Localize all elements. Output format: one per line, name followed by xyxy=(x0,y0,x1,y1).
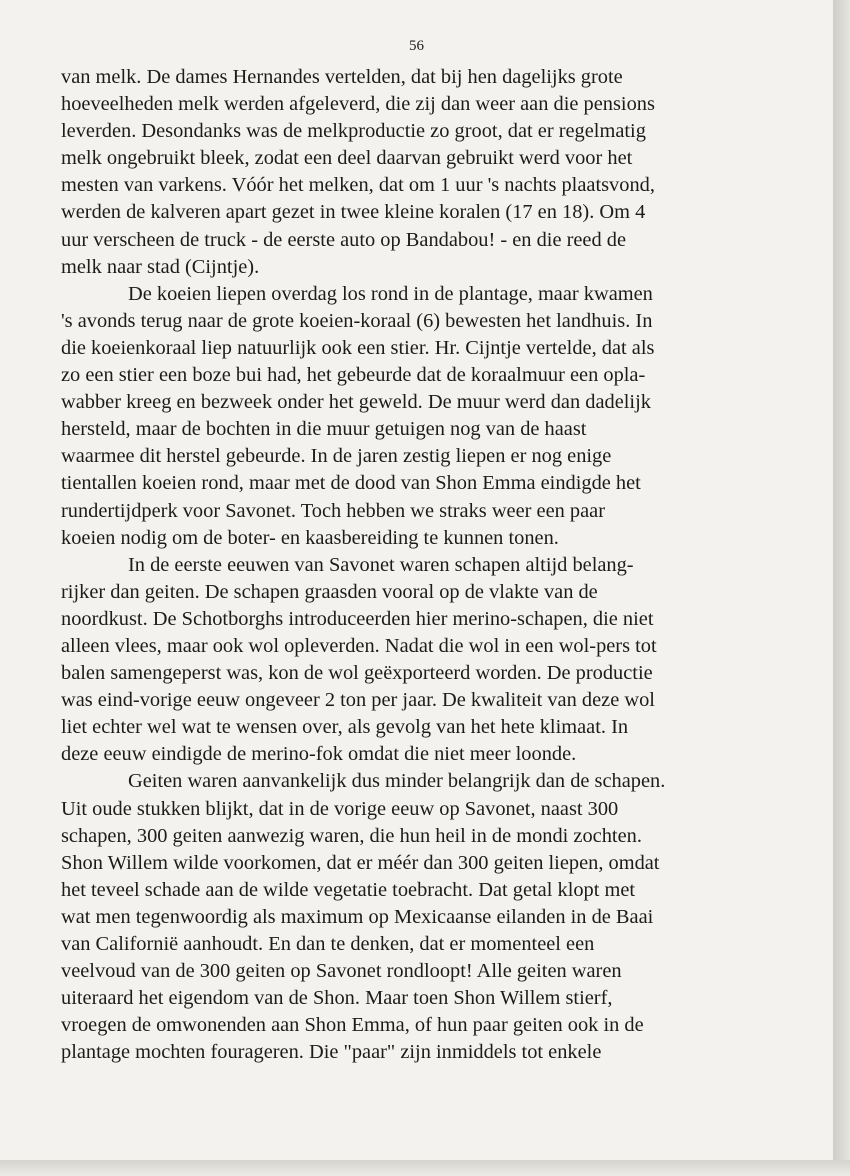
text-line: wabber kreeg en bezweek onder het geweld. De muur werd dan dadelijk xyxy=(61,391,651,414)
text-line: leverden. Desondanks was de melkproductie zo groot, dat er regelmatig xyxy=(61,120,646,143)
text-line: uur verscheen de truck - de eerste auto op Bandabou! - en die reed de xyxy=(61,228,627,251)
text-line: waarmee dit herstel gebeurde. In de jaren zestig liepen er nog enige xyxy=(61,445,612,468)
body-text xyxy=(61,64,751,1066)
page-number: 56 xyxy=(409,38,424,54)
text-line: plantage mochten fourageren. Die "paar" zijn inmiddels tot enkele xyxy=(61,1041,602,1064)
text-line: uiteraard het eigendom van de Shon. Maar toen Shon Willem stierf, xyxy=(61,987,613,1010)
text-line: Uit oude stukken blijkt, dat in de vorige eeuw op Savonet, naast 300 xyxy=(61,797,619,820)
text-line: 's avonds terug naar de grote koeien-koraal (6) bewesten het landhuis. In xyxy=(61,309,653,332)
text-line: hoeveelheden melk werden afgeleverd, die zij dan weer aan die pensions xyxy=(61,93,655,116)
text-line: balen samengeperst was, kon de wol geëxporteerd worden. De productie xyxy=(61,662,653,685)
text-line: van melk. De dames Hernandes vertelden, dat bij hen dagelijks grote xyxy=(61,66,623,88)
text-line: hersteld, maar de bochten in die muur getuigen nog van de haast xyxy=(61,418,587,441)
text-line: tientallen koeien rond, maar met de dood van Shon Emma eindigde het xyxy=(61,472,641,495)
page-edge-right xyxy=(833,0,850,1176)
text-line: deze eeuw eindigde de merino-fok omdat die niet meer loonde. xyxy=(61,743,577,766)
text-line: Shon Willem wilde voorkomen, dat er méér dan 300 geiten liepen, omdat xyxy=(61,851,660,874)
text-line: noordkust. De Schotborghs introduceerden hier merino-schapen, die niet xyxy=(61,607,654,630)
text-line: vroegen de omwonenden aan Shon Emma, of hun paar geiten ook in de xyxy=(61,1014,644,1037)
text-line: veelvoud van de 300 geiten op Savonet rondloopt! Alle geiten waren xyxy=(61,960,622,983)
text-line: melk naar stad (Cijntje). xyxy=(61,255,260,278)
text-line: die koeienkoraal liep natuurlijk ook een stier. Hr. Cijntje vertelde, dat als xyxy=(61,336,655,359)
text-line: mesten van varkens. Vóór het melken, dat om 1 uur 's nachts plaatsvond, xyxy=(61,174,655,197)
text-line: werden de kalveren apart gezet in twee kleine koralen (17 en 18). Om 4 xyxy=(61,201,646,224)
text-line: melk ongebruikt bleek, zodat een deel daarvan gebruikt werd voor het xyxy=(61,147,633,170)
text-line: schapen, 300 geiten aanwezig waren, die hun heil in de mondi zochten. xyxy=(61,824,642,847)
paragraph-first-line: Geiten waren aanvankelijk dus minder belangrijk dan de schapen. xyxy=(128,770,666,793)
text-line: koeien nodig om de boter- en kaasbereiding te kunnen tonen. xyxy=(61,526,559,549)
text-line: het teveel schade aan de wilde vegetatie toebracht. Dat getal klopt met xyxy=(61,878,636,901)
text-line: van Californië aanhoudt. En dan te denken, dat er momenteel een xyxy=(61,933,595,955)
text-line: liet echter wel wat te wensen over, als gevolg van het hete klimaat. In xyxy=(61,716,629,739)
text-line: zo een stier een boze bui had, het gebeurde dat de koraalmuur een opla- xyxy=(61,364,646,387)
paragraph-first-line: In de eerste eeuwen van Savonet waren schapen altijd belang- xyxy=(128,553,634,576)
text-line: wat men tegenwoordig als maximum op Mexicaanse eilanden in de Baai xyxy=(61,905,654,928)
text-line: alleen vlees, maar ook wol opleverden. Nadat die wol in een wol-pers tot xyxy=(61,634,657,657)
page-edge-bottom xyxy=(0,1160,850,1176)
text-line: rijker dan geiten. De schapen graasden vooral op de vlakte van de xyxy=(61,580,598,603)
text-line: was eind-vorige eeuw ongeveer 2 ton per jaar. De kwaliteit van deze wol xyxy=(61,689,655,712)
paragraph-first-line: De koeien liepen overdag los rond in de plantage, maar kwamen xyxy=(128,282,653,305)
text-line: rundertijdperk voor Savonet. Toch hebben we straks weer een paar xyxy=(61,499,606,522)
